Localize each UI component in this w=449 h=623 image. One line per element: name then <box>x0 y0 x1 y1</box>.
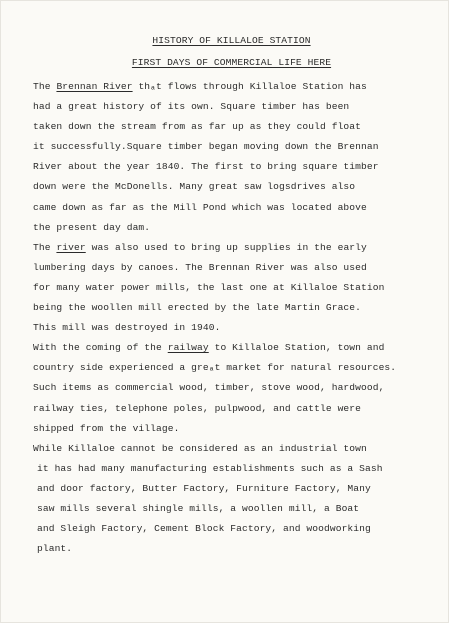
document-subtitle: FIRST DAYS OF COMMERCIAL LIFE HERE <box>131 57 332 68</box>
text-segment: and Sleigh Factory, Cement Block Factory, and woodworking <box>37 523 371 535</box>
text-line <box>33 137 443 157</box>
text-segment: and door factory, Butter Factory, Furniture Factory, Many <box>37 482 371 494</box>
text-line <box>33 519 443 539</box>
text-segment: Such items as commercial wood, timber, stove wood, hardwood, <box>33 382 385 394</box>
text-segment: the present day dam. <box>33 221 151 233</box>
text-line <box>33 218 443 238</box>
text-segment: it has had many manufacturing establishments such as a Sash <box>37 462 383 474</box>
text-segment: down were the McDonells. Many great saw logsdrives also <box>33 181 356 193</box>
text-line <box>33 399 443 419</box>
text-segment: While Killaloe cannot be considered as an industrial town <box>33 442 367 454</box>
document-title: HISTORY OF KILLALOE STATION <box>152 35 311 46</box>
text-segment: saw mills several shingle mills, a woollen mill, a Boat <box>37 502 360 514</box>
text-segment: to Killaloe Station, town and <box>208 342 385 354</box>
text-line <box>33 499 443 519</box>
text-line <box>33 117 443 137</box>
text-line <box>33 258 443 278</box>
text-line <box>33 479 443 499</box>
text-line <box>33 439 443 459</box>
text-line <box>33 157 443 177</box>
text-line <box>33 177 443 197</box>
text-line <box>33 97 443 117</box>
text-line <box>33 338 443 358</box>
text-segment: country side experienced a greₐt market for natural resources. <box>33 362 397 374</box>
text-line <box>33 77 443 97</box>
text-line <box>33 539 443 559</box>
text-segment: it successfully.Square timber began moving down the Brennan <box>33 141 379 153</box>
underlined-term: river <box>56 241 86 253</box>
text-segment: came down as far as the Mill Pond which was located above <box>33 201 367 213</box>
text-line <box>33 419 443 439</box>
text-segment: shipped from the village. <box>33 422 180 434</box>
text-line <box>33 238 443 258</box>
text-line <box>33 298 443 318</box>
text-segment: River about the year 1840. The first to bring square timber <box>33 161 379 173</box>
text-segment: taken down the stream from as far up as they could float <box>33 121 362 133</box>
text-segment: thₐt flows through Killaloe Station has <box>132 81 367 92</box>
text-line <box>33 459 443 479</box>
text-line <box>33 378 443 398</box>
text-line <box>33 198 443 218</box>
text-segment: railway ties, telephone poles, pulpwood, and cattle were <box>33 402 362 414</box>
text-segment: lumbering days by canoes. The Brennan River was also used <box>33 261 367 273</box>
text-segment: plant. <box>37 543 73 555</box>
text-line <box>33 318 443 338</box>
underlined-term: railway <box>167 342 209 354</box>
text-segment: The <box>33 241 57 253</box>
text-line <box>33 358 443 378</box>
document-body <box>33 77 443 559</box>
text-segment: was also used to bring up supplies in the early <box>85 241 367 253</box>
text-segment: This mill was destroyed in 1940. <box>33 322 221 334</box>
text-segment: being the woollen mill erected by the late Martin Grace. <box>33 302 362 314</box>
text-segment: for many water power mills, the last one at Killaloe Station <box>33 281 385 293</box>
text-segment: had a great history of its own. Square timber has been <box>33 101 350 113</box>
underlined-term: Brennan River <box>56 81 133 92</box>
text-line <box>33 278 443 298</box>
text-segment: The <box>33 81 57 92</box>
text-segment: With the coming of the <box>33 342 168 354</box>
